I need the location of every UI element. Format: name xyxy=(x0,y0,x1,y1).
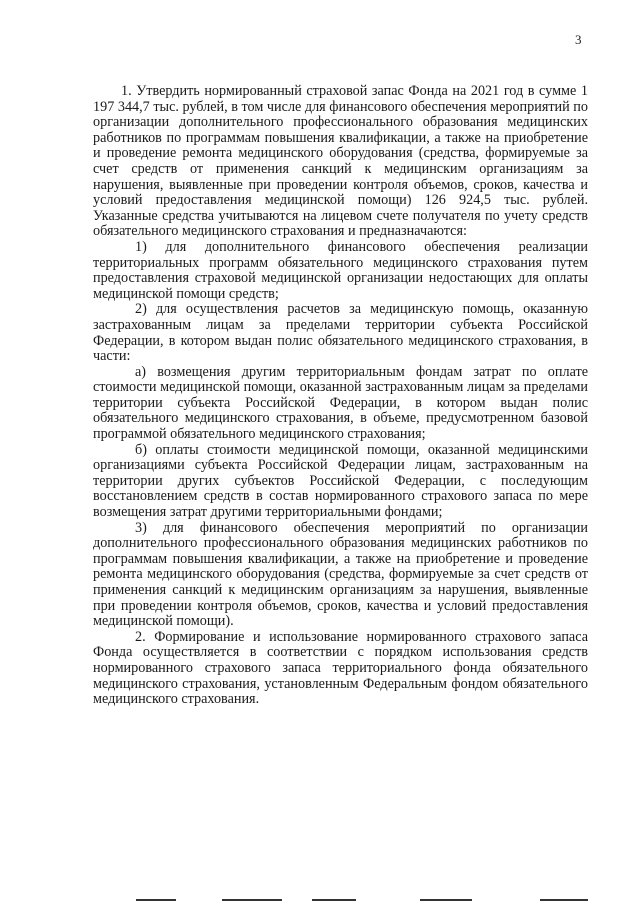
paragraph-1-item-3: 3) для финансового обеспечения мероприятий по организации дополнительного профессионального образования медицинских работников по программам повышения квалификации, а также на приобретение и проведение ремонта медицинского оборудования (средства, формируемые за счет средств от применения санкций к медицинским организациям за нарушения, выявленные при проведении контроля объемов, сроков, качества и условий предоставления медицинской помощи). xyxy=(93,519,588,630)
paragraph-1-item-2a: а) возмещения другим территориальным фондам затрат по оплате стоимости медицинской помощи, оказанной застрахованным лицам за пределами территории субъекта Российской Федерации, в котором выдан полис обязательного медицинского страхования, в объеме, предусмотренном базовой программой обязательного медицинского страхования; xyxy=(93,363,588,443)
paragraph-2: 2. Формирование и использование нормированного страхового запаса Фонда осуществляется в соответствии с порядком использования средств нормированного страхового запаса территориального фонда обязательного медицинского страхования, установленным Федеральным фондом обязательного медицинского страхования. xyxy=(93,628,588,708)
document-body xyxy=(93,84,588,708)
paragraph-1-item-2b: б) оплаты стоимости медицинской помощи, оказанной медицинскими организациями субъекта Российской Федерации лицам, застрахованным на территории других субъектов Российской Федерации, с последующим восстановлением средств в состав нормированного страхового запаса по мере возмещения затрат другими территориальными фондами; xyxy=(93,441,588,521)
scan-artifact xyxy=(312,899,356,901)
scan-artifact xyxy=(136,899,176,901)
paragraph-1-item-2: 2) для осуществления расчетов за медицинскую помощь, оказанную застрахованным лицам за пределами территории субъекта Российской Федерации, в котором выдан полис обязательного медицинского страхования, в части: xyxy=(93,301,588,365)
paragraph-1: 1. Утвердить нормированный страховой запас Фонда на 2021 год в сумме 1 197 344,7 тыс. рублей, в том числе для финансового обеспечения мероприятий по организации дополнительного профессионального образования медицинских работников по программам повышения квалификации, а также на приобретение и проведение ремонта медицинского оборудования (средства, формируемые за счет средств от применения санкций к медицинским организациям за нарушения, выявленные при проведении контроля объемов, сроков, качества и условий предоставления медицинской помощи) 126 924,5 тыс. рублей. Указанные средства учитываются на лицевом счете получателя по учету средств обязательного медицинского страхования и предназначаются: xyxy=(93,83,588,240)
scan-artifact xyxy=(540,899,588,901)
scan-artifact xyxy=(222,899,282,901)
page-number: 3 xyxy=(575,32,582,47)
paragraph-1-item-1: 1) для дополнительного финансового обеспечения реализации территориальных программ обязательного медицинского страхования путем предоставления страховой медицинской организации недостающих для оплаты медицинской помощи средств; xyxy=(93,238,588,302)
scan-artifact xyxy=(420,899,472,901)
